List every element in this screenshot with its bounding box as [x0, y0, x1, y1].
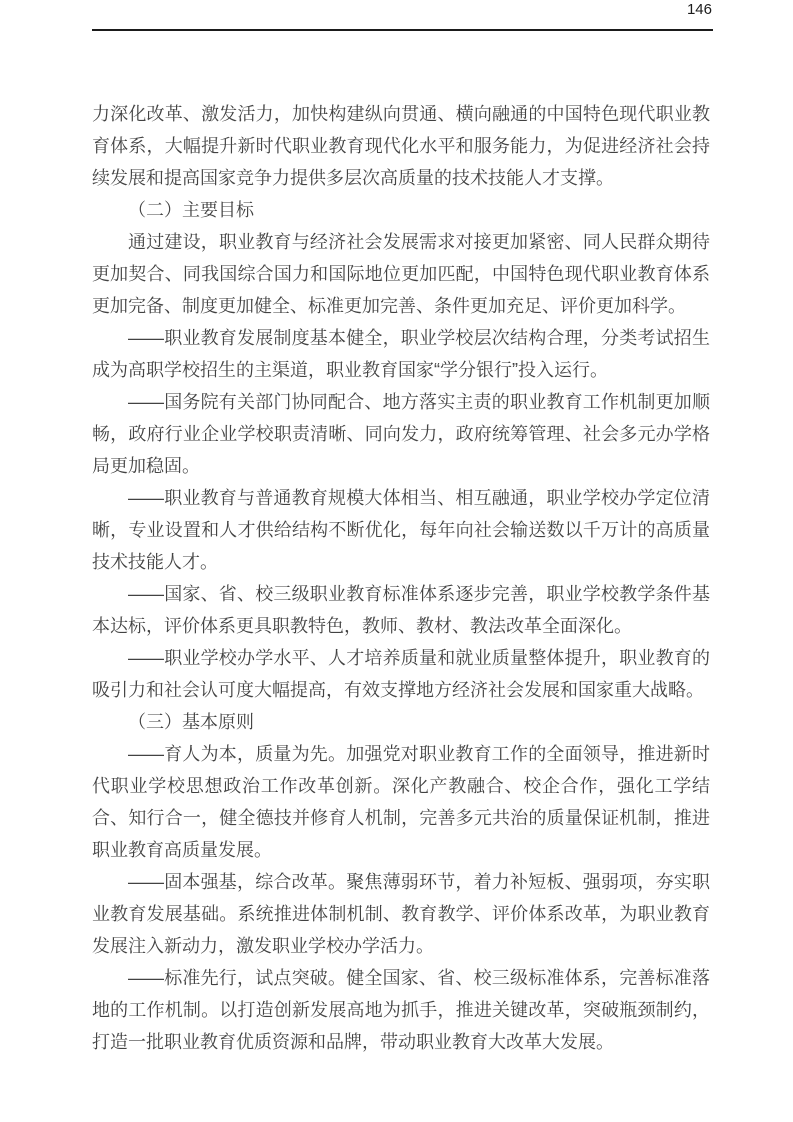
text-line: 晰，专业设置和人才供给结构不断优化，每年向社会输送数以千万计的高质量: [92, 520, 710, 540]
text-line: ——标准先行，试点突破。健全国家、省、校三级标准体系，完善标准落: [128, 968, 710, 988]
paragraph: [92, 642, 710, 706]
section-heading: [92, 706, 710, 738]
text-line: 技术技能人才。: [92, 552, 218, 572]
paragraph: [92, 98, 710, 194]
paragraph: [92, 578, 710, 642]
paragraph: [92, 322, 710, 386]
text-line: ——职业教育发展制度基本健全，职业学校层次结构合理，分类考试招生: [128, 328, 710, 348]
text-line: 局更加稳固。: [92, 456, 200, 476]
header-rule: [92, 29, 713, 31]
paragraph: [92, 386, 710, 482]
paragraph: [92, 866, 710, 962]
text-line: ——固本强基，综合改革。聚焦薄弱环节，着力补短板、强弱项，夯实职: [128, 872, 710, 892]
paragraph: [92, 738, 710, 866]
text-line: 业教育发展基础。系统推进体制机制、教育教学、评价体系改革，为职业教育: [92, 904, 710, 924]
text-line: 合、知行合一，健全德技并修育人机制，完善多元共治的质量保证机制，推进: [92, 808, 710, 828]
paragraph: [92, 226, 710, 322]
page-number: 146: [686, 1, 712, 18]
paragraph: [92, 482, 710, 578]
text-line: 吸引力和社会认可度大幅提高，有效支撑地方经济社会发展和国家重大战略。: [92, 680, 704, 700]
document-body: [92, 98, 710, 1058]
text-line: 地的工作机制。以打造创新发展高地为抓手，推进关键改革，突破瓶颈制约，: [92, 1000, 710, 1020]
text-line: （三）基本原则: [128, 712, 254, 732]
text-line: ——国家、省、校三级职业教育标准体系逐步完善，职业学校教学条件基: [128, 584, 710, 604]
text-line: 更加完备、制度更加健全、标准更加完善、条件更加充足、评价更加科学。: [92, 296, 686, 316]
text-line: 打造一批职业教育优质资源和品牌，带动职业教育大改革大发展。: [92, 1032, 614, 1052]
text-line: ——职业教育与普通教育规模大体相当、相互融通，职业学校办学定位清: [128, 488, 710, 508]
text-line: 职业教育高质量发展。: [92, 840, 272, 860]
text-line: 成为高职学校招生的主渠道，职业教育国家“学分银行”投入运行。: [92, 360, 608, 380]
text-line: （二）主要目标: [128, 200, 254, 220]
text-line: ——职业学校办学水平、人才培养质量和就业质量整体提升，职业教育的: [128, 648, 710, 668]
section-heading: [92, 194, 710, 226]
text-line: 发展注入新动力，激发职业学校办学活力。: [92, 936, 434, 956]
text-line: 本达标，评价体系更具职教特色，教师、教材、教法改革全面深化。: [92, 616, 632, 636]
text-line: ——育人为本，质量为先。加强党对职业教育工作的全面领导，推进新时: [128, 744, 710, 764]
text-line: 力深化改革、激发活力，加快构建纵向贯通、横向融通的中国特色现代职业教: [92, 104, 710, 124]
text-line: 续发展和提高国家竞争力提供多层次高质量的技术技能人才支撑。: [92, 168, 614, 188]
text-line: 畅，政府行业企业学校职责清晰、同向发力，政府统筹管理、社会多元办学格: [92, 424, 710, 444]
text-line: 育体系，大幅提升新时代职业教育现代化水平和服务能力，为促进经济社会持: [92, 136, 710, 156]
text-line: 通过建设，职业教育与经济社会发展需求对接更加紧密、同人民群众期待: [128, 232, 710, 252]
text-line: 代职业学校思想政治工作改革创新。深化产教融合、校企合作，强化工学结: [92, 776, 710, 796]
paragraph: [92, 962, 710, 1058]
text-line: 更加契合、同我国综合国力和国际地位更加匹配，中国特色现代职业教育体系: [92, 264, 710, 284]
text-line: ——国务院有关部门协同配合、地方落实主责的职业教育工作机制更加顺: [128, 392, 710, 412]
